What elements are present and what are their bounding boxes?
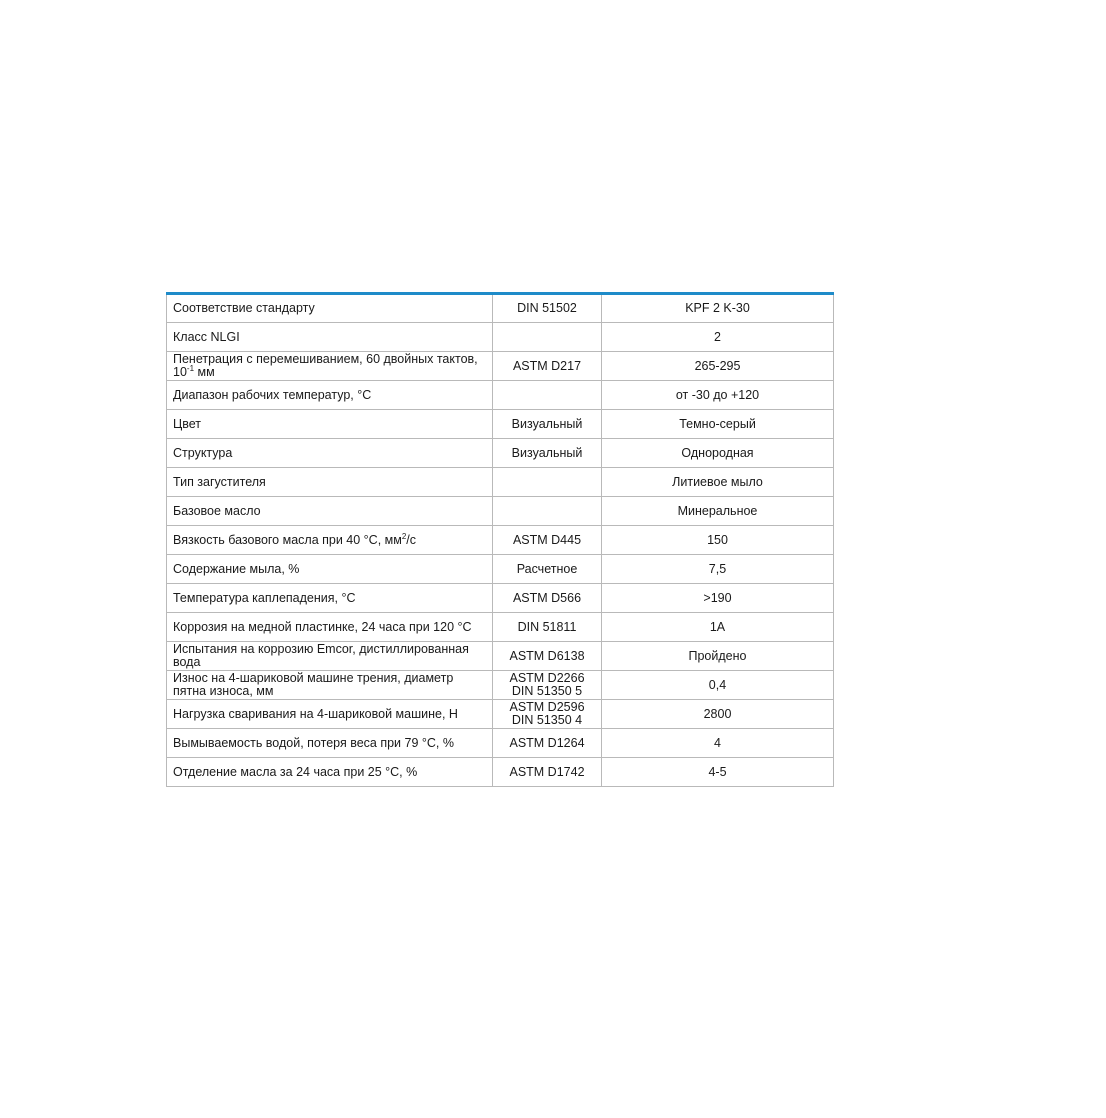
- value-cell: Литиевое мыло: [602, 468, 834, 497]
- table-row: [167, 700, 834, 729]
- exponent: -1: [186, 364, 195, 373]
- method-cell: ASTM D566: [493, 584, 602, 613]
- property-cell: Класс NLGI: [167, 323, 493, 352]
- value-cell: 2: [602, 323, 834, 352]
- table-row: [167, 381, 834, 410]
- value-cell: 4: [602, 729, 834, 758]
- property-cell: Соответствие стандарту: [167, 294, 493, 323]
- method-cell: ASTM D1742: [493, 758, 602, 787]
- table-row: [167, 410, 834, 439]
- value-cell: Однородная: [602, 439, 834, 468]
- method-cell: [493, 497, 602, 526]
- specifications-table: [166, 292, 834, 787]
- value-cell: от -30 до +120: [602, 381, 834, 410]
- value-cell: KPF 2 K-30: [602, 294, 834, 323]
- table-row: [167, 352, 834, 381]
- property-cell: Вымываемость водой, потеря веса при 79 °C, %: [167, 729, 493, 758]
- property-unit: /с: [406, 532, 417, 547]
- table-row: [167, 526, 834, 555]
- table-row: [167, 468, 834, 497]
- table-row: [167, 439, 834, 468]
- property-text: Пенетрация с перемешиванием, 60 двойных тактов, 10: [173, 352, 478, 379]
- value-cell: Пройдено: [602, 642, 834, 671]
- method-cell: Визуальный: [493, 439, 602, 468]
- method-cell: [493, 671, 602, 700]
- table-row: [167, 729, 834, 758]
- method-cell: DIN 51502: [493, 294, 602, 323]
- method-cell: Расчетное: [493, 555, 602, 584]
- method-line: ASTM D2596: [509, 700, 585, 714]
- method-cell: ASTM D445: [493, 526, 602, 555]
- property-cell: Отделение масла за 24 часа при 25 °C, %: [167, 758, 493, 787]
- method-line: DIN 51350 5: [511, 684, 583, 698]
- method-cell: ASTM D217: [493, 352, 602, 381]
- value-cell: 150: [602, 526, 834, 555]
- method-cell: [493, 700, 602, 729]
- method-cell: Визуальный: [493, 410, 602, 439]
- table-row: [167, 671, 834, 700]
- table-row: [167, 497, 834, 526]
- method-cell: [493, 468, 602, 497]
- table-row: [167, 294, 834, 323]
- method-line: ASTM D2266: [509, 671, 585, 685]
- property-cell: Базовое масло: [167, 497, 493, 526]
- method-cell: [493, 381, 602, 410]
- property-cell: Цвет: [167, 410, 493, 439]
- property-cell: Коррозия на медной пластинке, 24 часа при 120 °C: [167, 613, 493, 642]
- method-cell: DIN 51811: [493, 613, 602, 642]
- value-cell: >190: [602, 584, 834, 613]
- property-cell: Тип загустителя: [167, 468, 493, 497]
- table-row: [167, 642, 834, 671]
- value-cell: 7,5: [602, 555, 834, 584]
- value-cell: 265-295: [602, 352, 834, 381]
- value-cell: 1A: [602, 613, 834, 642]
- property-cell: [167, 526, 493, 555]
- property-cell: Нагрузка сваривания на 4-шариковой машине, Н: [167, 700, 493, 729]
- method-cell: ASTM D1264: [493, 729, 602, 758]
- method-line: DIN 51350 4: [511, 713, 583, 727]
- property-cell: Износ на 4-шариковой машине трения, диаметр пятна износа, мм: [167, 671, 493, 700]
- table-row: [167, 584, 834, 613]
- property-cell: Структура: [167, 439, 493, 468]
- table-row: [167, 555, 834, 584]
- value-cell: 2800: [602, 700, 834, 729]
- table-row: [167, 613, 834, 642]
- property-text: Вязкость базового масла при 40 °C, мм: [173, 532, 402, 547]
- value-cell: Минеральное: [602, 497, 834, 526]
- exponent: 2: [401, 531, 407, 541]
- value-cell: Темно-серый: [602, 410, 834, 439]
- property-cell: Содержание мыла, %: [167, 555, 493, 584]
- property-cell: Испытания на коррозию Emcor, дистиллированная вода: [167, 642, 493, 671]
- method-cell: ASTM D6138: [493, 642, 602, 671]
- property-unit: мм: [194, 365, 215, 379]
- property-cell: [167, 352, 493, 381]
- table-row: [167, 758, 834, 787]
- method-cell: [493, 323, 602, 352]
- value-cell: 0,4: [602, 671, 834, 700]
- value-cell: 4-5: [602, 758, 834, 787]
- property-cell: Температура каплепадения, °C: [167, 584, 493, 613]
- table-row: [167, 323, 834, 352]
- property-cell: Диапазон рабочих температур, °C: [167, 381, 493, 410]
